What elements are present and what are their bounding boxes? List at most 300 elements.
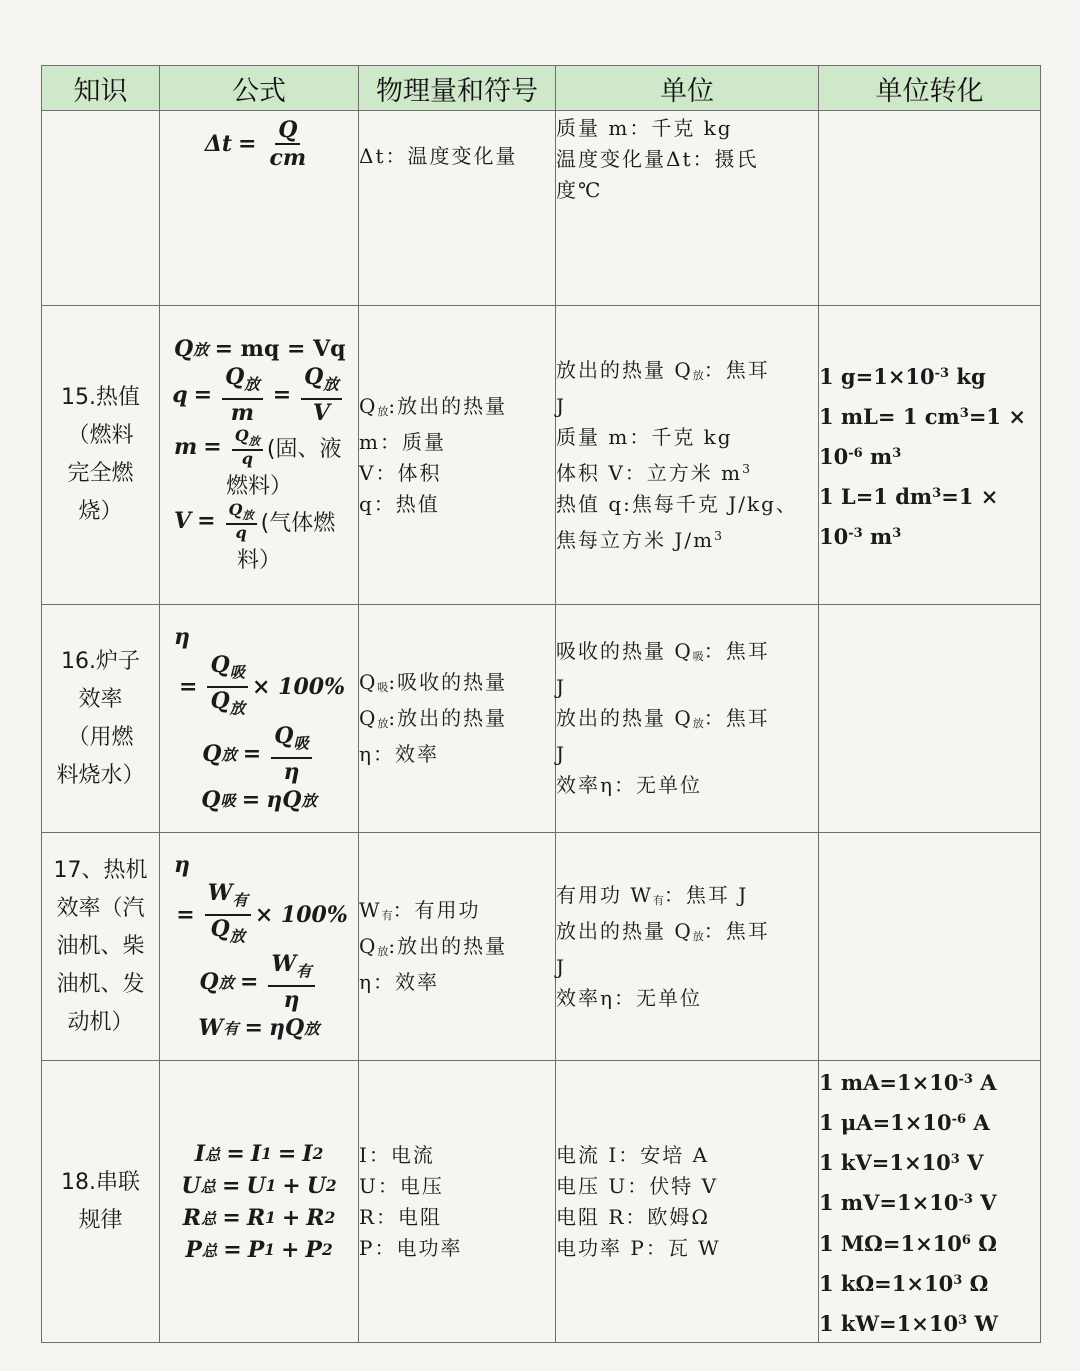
- conversion-sup: -6: [951, 1112, 967, 1128]
- unit-line: [556, 355, 818, 391]
- knowledge-line: （用燃: [67, 724, 134, 750]
- conversion-sup: 3: [950, 1152, 960, 1168]
- formula-sub: 吸: [293, 734, 309, 753]
- formula-op: =: [203, 434, 222, 461]
- unit-text: 放出的热量 Q: [556, 918, 693, 943]
- symbol-text: Q: [359, 934, 378, 958]
- conversion-text: A: [972, 1070, 997, 1096]
- symbol-sub: 有: [381, 909, 393, 922]
- formula-sub: 2: [324, 1208, 336, 1227]
- unit-sub: 有: [652, 893, 664, 907]
- symbol-line: [359, 667, 555, 703]
- formula-line: [160, 543, 358, 574]
- symbol-line: q：热值: [359, 491, 440, 516]
- formula-var: W: [198, 1014, 224, 1041]
- formula-note: (固、液: [266, 436, 342, 462]
- conversion-sup: 3: [892, 526, 902, 542]
- formula-line: [160, 852, 358, 878]
- symbol-line: Δt：温度变化量: [359, 144, 518, 168]
- formula-op: =: [241, 786, 261, 813]
- conversion-text: =1 ×: [941, 484, 999, 510]
- symbol-cell: [359, 605, 556, 833]
- formula-var: Q: [210, 915, 230, 942]
- conversion-sup: -3: [958, 1072, 973, 1087]
- formula-sub: 1: [265, 1208, 276, 1227]
- unit-text: ：焦耳: [703, 357, 770, 382]
- knowledge-line: 料烧水）: [56, 762, 145, 788]
- formula-sub: 有: [296, 962, 312, 981]
- unit-text: 吸收的热量 Q: [556, 639, 693, 663]
- unit-text: 放出的热量 Q: [556, 706, 693, 730]
- unit-cell: [556, 111, 819, 306]
- fraction-numerator: [301, 364, 342, 399]
- formula-sub: 总: [200, 1177, 216, 1196]
- formula-var: U: [181, 1172, 201, 1199]
- knowledge-line: 16.炉子: [61, 648, 140, 674]
- formula-var: Q: [210, 652, 230, 679]
- fraction-denominator: m: [230, 399, 255, 426]
- header-quantity-symbol: 物理量和符号: [359, 66, 556, 111]
- formula-line: [160, 336, 358, 362]
- formula-sub: 1: [261, 1144, 272, 1163]
- knowledge-line: 动机）: [67, 1009, 134, 1035]
- symbol-cell: [359, 833, 556, 1061]
- symbol-text: ：有用功: [392, 898, 481, 922]
- unit-line: J: [556, 675, 567, 699]
- symbol-line: η：效率: [359, 970, 439, 994]
- header-unit-conversion: 单位转化: [819, 66, 1041, 111]
- symbol-text: :吸收的热量: [388, 670, 508, 694]
- conversion-sup: 3: [932, 486, 942, 502]
- table-row: [42, 111, 1041, 306]
- formula-line: [160, 880, 358, 949]
- header-row: [42, 66, 1041, 111]
- formula-sub: 总: [204, 1145, 221, 1164]
- symbol-text: W: [359, 898, 382, 922]
- formula-note: 燃料）: [225, 473, 292, 499]
- formula-var: Q: [304, 364, 324, 391]
- fraction: [271, 723, 312, 784]
- unit-cell: [556, 306, 819, 605]
- unit-line: J: [556, 954, 567, 979]
- formula-var: Q: [225, 364, 245, 391]
- conversion-text: 1 L=1 dm: [819, 484, 933, 510]
- formula-var: R: [246, 1204, 266, 1231]
- formula-var: Q: [228, 499, 243, 519]
- formula-var: I: [302, 1140, 313, 1167]
- knowledge-line: 完全燃: [67, 461, 134, 486]
- formula-cell: [160, 306, 359, 605]
- symbol-text: Q: [359, 393, 378, 418]
- unit-text: 焦每立方米 J/m: [556, 527, 715, 552]
- formula-var: m: [174, 434, 198, 461]
- unit-line: [556, 520, 818, 556]
- formula-line: [160, 425, 358, 468]
- conversion-text: V: [972, 1190, 997, 1216]
- formula-sub: 放: [301, 791, 317, 810]
- formula-sub: 放: [304, 1019, 320, 1038]
- unit-sup: 3: [714, 527, 724, 543]
- unit-line: 电流 I：安培 A: [556, 1142, 710, 1167]
- formula-line: [160, 652, 358, 721]
- conversion-text: 10: [819, 444, 849, 470]
- formula-sub: 放: [229, 927, 246, 946]
- header-knowledge: 知识: [42, 66, 160, 111]
- conversion-text: 1 kW=1×10: [819, 1311, 959, 1337]
- symbol-cell: [359, 111, 556, 306]
- formula-line: U 总 = U 1 + U 2: [181, 1172, 337, 1199]
- conversion-line: [819, 1061, 1040, 1101]
- fraction-denominator: [207, 916, 248, 949]
- knowledge-line: 17、热机: [53, 857, 148, 883]
- formula-line: [160, 469, 358, 500]
- table-row: [42, 833, 1041, 1061]
- formula-sub: 1: [264, 1240, 275, 1259]
- symbol-cell: [359, 1061, 556, 1343]
- formula-table: [41, 65, 1041, 1343]
- conversion-line: [819, 1302, 1040, 1342]
- conversion-text: =1 ×: [968, 403, 1026, 429]
- unit-line: [556, 703, 818, 739]
- conversion-text: Ω: [962, 1270, 989, 1296]
- conversion-sup: -3: [934, 365, 950, 381]
- conversion-text: V: [959, 1150, 984, 1176]
- symbol-text: Q: [359, 706, 378, 730]
- formula-var: R: [306, 1204, 325, 1231]
- conversion-line: [819, 475, 1040, 515]
- formula-sub: 1: [265, 1176, 277, 1195]
- formula-op: =: [179, 673, 198, 700]
- formula-sub: 有: [232, 891, 248, 910]
- formula-sub: 吸: [220, 791, 236, 810]
- formula-var: Q: [234, 425, 249, 445]
- fraction-denominator: cm: [269, 145, 307, 171]
- fraction: [268, 951, 314, 1012]
- conversion-cell: [819, 306, 1041, 605]
- conversion-text: 1 μA=1×10: [819, 1110, 952, 1136]
- unit-text: ：焦耳: [703, 706, 770, 730]
- symbol-line: η：效率: [359, 742, 439, 766]
- symbol-line: I：电流: [359, 1142, 435, 1167]
- fraction-numerator: Q: [275, 117, 300, 145]
- fraction-numerator: [222, 364, 263, 399]
- conversion-text: W: [967, 1311, 999, 1337]
- conversion-text: A: [966, 1110, 990, 1136]
- unit-sub: 放: [692, 717, 704, 730]
- fraction-numerator: [207, 652, 248, 687]
- conversion-line: [819, 395, 1040, 435]
- conversion-text: m: [862, 524, 893, 550]
- formula-var: U: [306, 1172, 326, 1199]
- fraction: [226, 499, 257, 542]
- formula-note: 料）: [236, 547, 281, 573]
- formula-line: I 总 = I 1 = I 2: [194, 1140, 324, 1167]
- formula-var: V: [174, 508, 192, 535]
- unit-line: [556, 636, 818, 672]
- conversion-text: 1 MΩ=1×10: [819, 1230, 962, 1256]
- formula-cell: [160, 605, 359, 833]
- formula-sub: 放: [218, 973, 234, 992]
- unit-text: ：焦耳 J: [663, 882, 749, 907]
- symbol-text: :放出的热量: [388, 934, 508, 958]
- conversion-sup: -3: [848, 526, 863, 542]
- symbol-line: m：质量: [359, 429, 446, 454]
- formula-line: [160, 364, 358, 425]
- symbol-line: [359, 895, 555, 931]
- fraction-denominator: q: [241, 448, 253, 468]
- unit-text: 体积 V：立方米 m: [556, 460, 743, 485]
- formula-line: R 总 = R 1 + R 2: [182, 1204, 336, 1231]
- formula-op: =: [244, 1014, 263, 1041]
- formula-line: [160, 624, 358, 650]
- formula-cell: [160, 1061, 359, 1343]
- formula-op: =: [238, 131, 257, 157]
- formula-sub: 吸: [229, 663, 246, 682]
- formula-var: Q: [274, 723, 294, 750]
- formula-sub: 放: [229, 699, 246, 718]
- formula-var: Q: [201, 786, 221, 813]
- formula-sub: 放: [323, 375, 339, 394]
- formula-var: P: [247, 1236, 265, 1263]
- formula-var: ηQ: [266, 786, 302, 813]
- fraction-numerator: [205, 880, 251, 915]
- formula-rest: = mq = Vq: [214, 336, 346, 363]
- unit-text: 放出的热量 Q: [556, 357, 693, 382]
- formula-sub: 有: [223, 1019, 239, 1038]
- conversion-line: [819, 1101, 1040, 1141]
- fraction: [207, 652, 248, 721]
- unit-line: 电压 U：伏特 V: [556, 1173, 719, 1198]
- table-row: [42, 1061, 1041, 1343]
- formula-sub: 总: [200, 1209, 217, 1228]
- unit-line: 效率η：无单位: [556, 985, 702, 1010]
- formula-op: =: [176, 901, 195, 928]
- symbol-sub: 放: [377, 717, 389, 730]
- knowledge-line: 油机、柴: [56, 933, 145, 959]
- conversion-line: [819, 1222, 1040, 1262]
- unit-cell: [556, 1061, 819, 1343]
- formula-sub: 2: [321, 1240, 333, 1259]
- fraction-numerator: [268, 951, 314, 986]
- conversion-text: m: [862, 444, 893, 470]
- conversion-text: 1 kΩ=1×10: [819, 1270, 954, 1296]
- fraction-denominator: q: [235, 522, 247, 542]
- formula-var: I: [194, 1140, 205, 1167]
- fraction: [301, 364, 342, 425]
- symbol-cell: [359, 306, 556, 605]
- knowledge-line: （燃料: [67, 423, 134, 448]
- fraction-denominator: [207, 688, 248, 721]
- fraction: [222, 364, 263, 425]
- header-unit: 单位: [556, 66, 819, 111]
- formula-var: Q: [199, 968, 219, 995]
- conversion-text: 1 mL= 1 cm: [819, 403, 960, 429]
- conversion-sup: 3: [958, 1312, 968, 1328]
- knowledge-line: 规律: [78, 1207, 123, 1233]
- knowledge-cell: [42, 1061, 160, 1343]
- formula-var: W: [207, 880, 233, 907]
- fraction-numerator: [232, 425, 263, 451]
- table-row: [42, 605, 1041, 833]
- unit-line: 度℃: [556, 178, 603, 202]
- fraction-denominator: η: [283, 758, 300, 785]
- conversion-line: [819, 1141, 1040, 1181]
- symbol-line: [359, 931, 555, 967]
- unit-line: [556, 916, 818, 952]
- symbol-sub: 吸: [377, 681, 389, 694]
- unit-text: 有用功 W: [556, 882, 653, 907]
- formula-sub: 放: [242, 507, 254, 522]
- formula-op: +: [280, 1236, 300, 1263]
- formula-op: +: [281, 1204, 301, 1231]
- conversion-line: [819, 435, 1040, 475]
- formula-op: =: [197, 508, 216, 535]
- knowledge-cell: [42, 111, 160, 306]
- formula-sub: 2: [312, 1144, 324, 1163]
- fraction-denominator: η: [283, 986, 300, 1013]
- unit-line: [556, 453, 818, 489]
- conversion-text: 1 kV=1×10: [819, 1150, 951, 1176]
- knowledge-line: 烧）: [78, 499, 123, 524]
- conversion-line: [819, 1181, 1040, 1221]
- conversion-cell: [819, 605, 1041, 833]
- formula-sub: 放: [248, 433, 260, 448]
- formula-var: η: [174, 624, 190, 651]
- formula-cell: [160, 833, 359, 1061]
- unit-sub: 放: [692, 929, 704, 943]
- symbol-line: U：电压: [359, 1173, 444, 1198]
- fraction-numerator: [226, 499, 257, 525]
- unit-line: [556, 880, 818, 916]
- table-row: [42, 306, 1041, 605]
- header-formula: 公式: [160, 66, 359, 111]
- formula-var: q: [172, 382, 188, 409]
- unit-line: J: [556, 742, 567, 766]
- conversion-text: 1 mA=1×10: [819, 1070, 959, 1096]
- formula-line: P 总 = P 1 + P 2: [185, 1236, 333, 1263]
- unit-sub: 放: [692, 368, 704, 382]
- conversion-sup: -6: [848, 445, 863, 461]
- unit-line: 温度变化量Δt：摄氏: [556, 147, 759, 171]
- formula-op: =: [277, 1140, 297, 1167]
- conversion-sup: 3: [953, 1272, 963, 1288]
- conversion-text: 1 g=1×10: [819, 363, 935, 389]
- formula-line: [160, 723, 358, 784]
- formula-var: ηQ: [268, 1014, 305, 1041]
- symbol-line: [359, 703, 555, 739]
- unit-line: 效率η：无单位: [556, 773, 702, 797]
- symbol-sub: 放: [377, 404, 389, 418]
- formula-var: W: [271, 951, 297, 978]
- formula-sub: 放: [244, 375, 260, 394]
- conversion-cell: [819, 111, 1041, 306]
- symbol-line: P：电功率: [359, 1235, 463, 1260]
- formula-line: [160, 499, 358, 542]
- knowledge-cell: [42, 306, 160, 605]
- fraction-numerator: [271, 723, 312, 758]
- conversion-sup: 6: [961, 1232, 971, 1248]
- formula-cell: [160, 111, 359, 306]
- formula-var: P: [185, 1236, 202, 1263]
- knowledge-cell: [42, 605, 160, 833]
- formula-op: =: [242, 740, 262, 767]
- conversion-text: 10: [819, 524, 849, 550]
- conversion-text: 1 mV=1×10: [819, 1190, 959, 1216]
- conversion-line: [819, 1262, 1040, 1302]
- conversion-sup: 3: [892, 445, 902, 461]
- formula-var: Q: [174, 336, 194, 363]
- conversion-text: kg: [949, 363, 986, 389]
- symbol-line: V：体积: [359, 460, 442, 485]
- formula-var: R: [182, 1204, 201, 1231]
- unit-cell: [556, 833, 819, 1061]
- conversion-cell: [819, 833, 1041, 1061]
- formula-line: [160, 117, 358, 171]
- formula-var: Q: [210, 687, 230, 714]
- formula-rest: × 100%: [252, 673, 345, 700]
- unit-text: ：焦耳: [703, 639, 770, 663]
- formula-line: [160, 951, 358, 1012]
- unit-line: 电功率 P：瓦 W: [556, 1235, 721, 1260]
- formula-var: U: [246, 1172, 266, 1199]
- knowledge-line: 15.热值: [61, 385, 140, 410]
- conversion-line: [819, 355, 1040, 395]
- symbol-sub: 放: [377, 945, 389, 958]
- conversion-sup: -3: [958, 1192, 973, 1208]
- unit-sub: 吸: [692, 650, 704, 663]
- knowledge-line: 效率: [78, 686, 123, 712]
- formula-op: =: [240, 968, 259, 995]
- formula-sub: 总: [201, 1241, 218, 1260]
- fraction-denominator: V: [312, 399, 330, 426]
- formula-op: +: [282, 1172, 301, 1199]
- symbol-line: R：电阻: [359, 1204, 443, 1229]
- formula-var: I: [250, 1140, 262, 1167]
- symbol-line: [359, 391, 555, 427]
- formula-line: [160, 1015, 358, 1041]
- unit-line: 热值 q:焦每千克 J/kg、: [556, 491, 798, 516]
- fraction: [205, 880, 251, 949]
- conversion-sup: 3: [959, 405, 969, 421]
- conversion-text: Ω: [970, 1230, 997, 1256]
- formula-op: =: [272, 382, 292, 409]
- formula-rest: × 100%: [254, 901, 348, 928]
- unit-text: ：焦耳: [703, 918, 770, 943]
- formula-line: [160, 787, 358, 813]
- formula-sub: 放: [193, 341, 209, 360]
- formula-var: Δt: [204, 131, 233, 157]
- formula-sub: 2: [325, 1176, 337, 1195]
- formula-var: Q: [202, 740, 222, 767]
- unit-line: 质量 m：千克 kg: [556, 116, 733, 140]
- unit-line: 电阻 R：欧姆Ω: [556, 1204, 710, 1229]
- unit-line: J: [556, 393, 567, 418]
- knowledge-line: 油机、发: [56, 971, 145, 997]
- formula-var: P: [305, 1236, 322, 1263]
- fraction: [266, 117, 309, 171]
- formula-var: η: [174, 852, 190, 879]
- formula-op: =: [193, 382, 213, 409]
- fraction: [232, 425, 263, 468]
- formula-note: (气体燃: [260, 510, 336, 536]
- knowledge-line: 18.串联: [61, 1169, 140, 1195]
- knowledge-cell: [42, 833, 160, 1061]
- conversion-cell: [819, 1061, 1041, 1343]
- unit-line: 质量 m：千克 kg: [556, 424, 733, 449]
- symbol-text: :放出的热量: [388, 706, 508, 730]
- unit-sup: 3: [742, 460, 753, 476]
- knowledge-line: 效率（汽: [56, 895, 145, 921]
